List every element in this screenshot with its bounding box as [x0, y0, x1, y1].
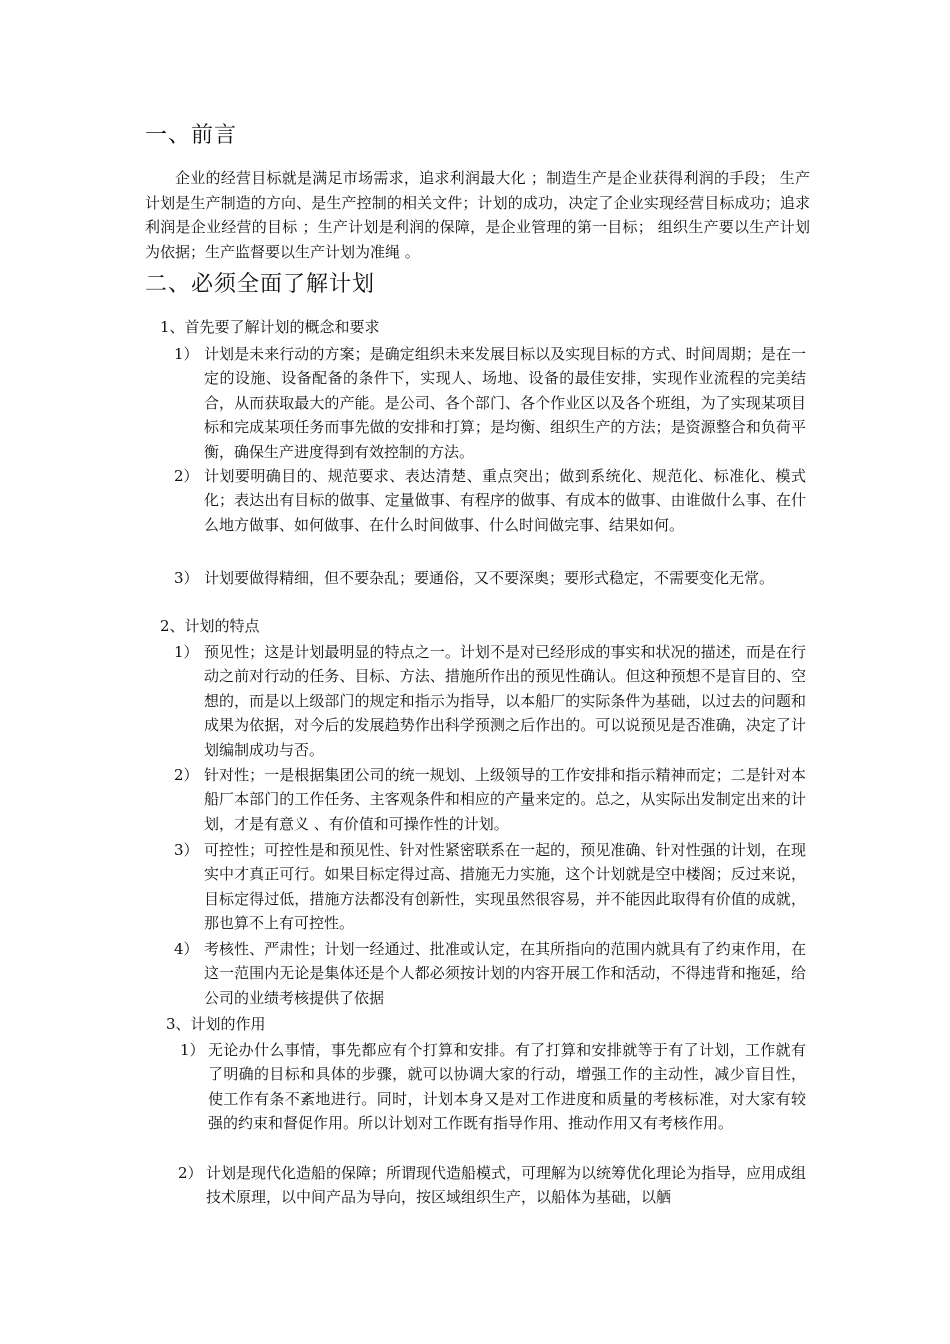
list-item-number: 3） — [174, 841, 199, 859]
list-item-text: 针对性；一是根据集团公司的统一规划、上级领导的工作安排和指示精神而定；二是针对本船厂本部门的工作任务、主客观条件和相应的产量来定的。总之，从实际出发制定出来的计划，才是有意义 、有价值和可操作性的计划。 — [204, 766, 806, 833]
list-item — [180, 1038, 806, 1136]
list-item — [174, 464, 806, 537]
list-item — [174, 937, 806, 1010]
section-title-plan: 二、必须全面了解计划 — [145, 272, 376, 297]
list-item-number: 3） — [174, 569, 199, 587]
list-item-text: 可控性；可控性是和预见性、针对性紧密联系在一起的，预见准确、针对性强的计划，在现实中才真正可行。如果目标定得过高、措施无力实施，这个计划就是空中楼阁；反过来说，目标定得过低，措施方法都没有创新性，实现虽然很容易，并不能因此取得有价值的成就，那也算不上有可控性。 — [204, 841, 806, 933]
list-item — [178, 1161, 806, 1210]
list-item — [174, 763, 806, 836]
list-item — [174, 342, 806, 464]
section-title-preface: 一、前言 — [145, 123, 238, 148]
list-item-number: 1） — [180, 1041, 205, 1059]
list-item-text: 无论办什么事情，事先都应有个打算和安排。有了打算和安排就等于有了计划，工作就有了明确的目标和具体的步骤，就可以协调大家的行动，增强工作的主动性，减少盲目性，使工作有条不紊地进行。同时，计划本身又是对工作进度和质量的考核标准，对大家有较强的约束和督促作用。所以计划对工作既有指导作用、推动作用又有考核作用。 — [208, 1041, 806, 1133]
list-item-number: 1） — [174, 345, 199, 363]
list-item-text: 预见性；这是计划最明显的特点之一。计划不是对已经形成的事实和状况的描述，而是在行动之前对行动的任务、目标、方法、措施所作出的预见性确认。但这种预想不是盲目的、空想的，而是以上级部门的规定和指示为指导，以本船厂的实际条件为基础，以过去的问题和成果为依据，对今后的发展趋势作出科学预测之后作出的。可以说预见是否准确，决定了计划编制成功与否。 — [204, 643, 806, 759]
list-item-number: 2） — [174, 766, 199, 784]
list-item — [174, 566, 806, 590]
list-item-text: 计划是现代化造船的保障；所谓现代造船模式，可理解为以统筹优化理论为指导，应用成组技术原理，以中间产品为导向，按区域组织生产，以船体为基础，以舾 — [206, 1164, 807, 1207]
list-item — [174, 640, 806, 762]
preface-paragraph: 企业的经营目标就是满足市场需求，追求利润最大化 ；制造生产是企业获得利润的手段； 生产计划是生产制造的方向、是生产控制的相关文件；计划的成功，决定了企业实现经营目标成功；追求利润是企业经营的目标 ；生产计划是利润的保障，是企业管理的第一目标； 组织生产要以生产计划为依据；生产监督要以生产计划为准绳 。 — [145, 169, 810, 261]
list-item-number: 1） — [174, 643, 199, 661]
list-item-text: 考核性、严肃性；计划一经通过、批准或认定，在其所指向的范围内就具有了约束作用，在这一范围内无论是集体还是个人都必须按计划的内容开展工作和活动，不得违背和拖延，给公司的业绩考核提供了依据 — [204, 940, 806, 1007]
list-item-number: 2） — [174, 467, 199, 485]
list-item-number: 2） — [178, 1164, 203, 1182]
list-item-text: 计划要明确目的、规范要求、表达清楚、重点突出；做到系统化、规范化、标准化、模式化；表达出有目标的做事、定量做事、有程序的做事、有成本的做事、由谁做什么事、在什么地方做事、如何做事、在什么时间做事、什么时间做完事、结果如何。 — [204, 467, 806, 534]
list-item — [174, 838, 806, 936]
subsection-title-1: 1、首先要了解计划的概念和要求 — [160, 318, 380, 336]
subsection-title-3: 3、计划的作用 — [166, 1015, 266, 1033]
list-item-number: 4） — [174, 940, 199, 958]
list-item-text: 计划是未来行动的方案；是确定组织未来发展目标以及实现目标的方式、时间周期；是在一定的设施、设备配备的条件下，实现人、场地、设备的最佳安排，实现作业流程的完美结合，从而获取最大的产能。是公司、各个部门、各个作业区以及各个班组，为了实现某项目标和完成某项任务而事先做的安排和打算；是均衡、组织生产的方法；是资源整合和负荷平衡，确保生产进度得到有效控制的方法。 — [204, 345, 806, 461]
subsection-title-2: 2、计划的特点 — [160, 617, 260, 635]
list-item-text: 计划要做得精细，但不要杂乱；要通俗，又不要深奥；要形式稳定，不需要变化无常。 — [204, 569, 775, 587]
